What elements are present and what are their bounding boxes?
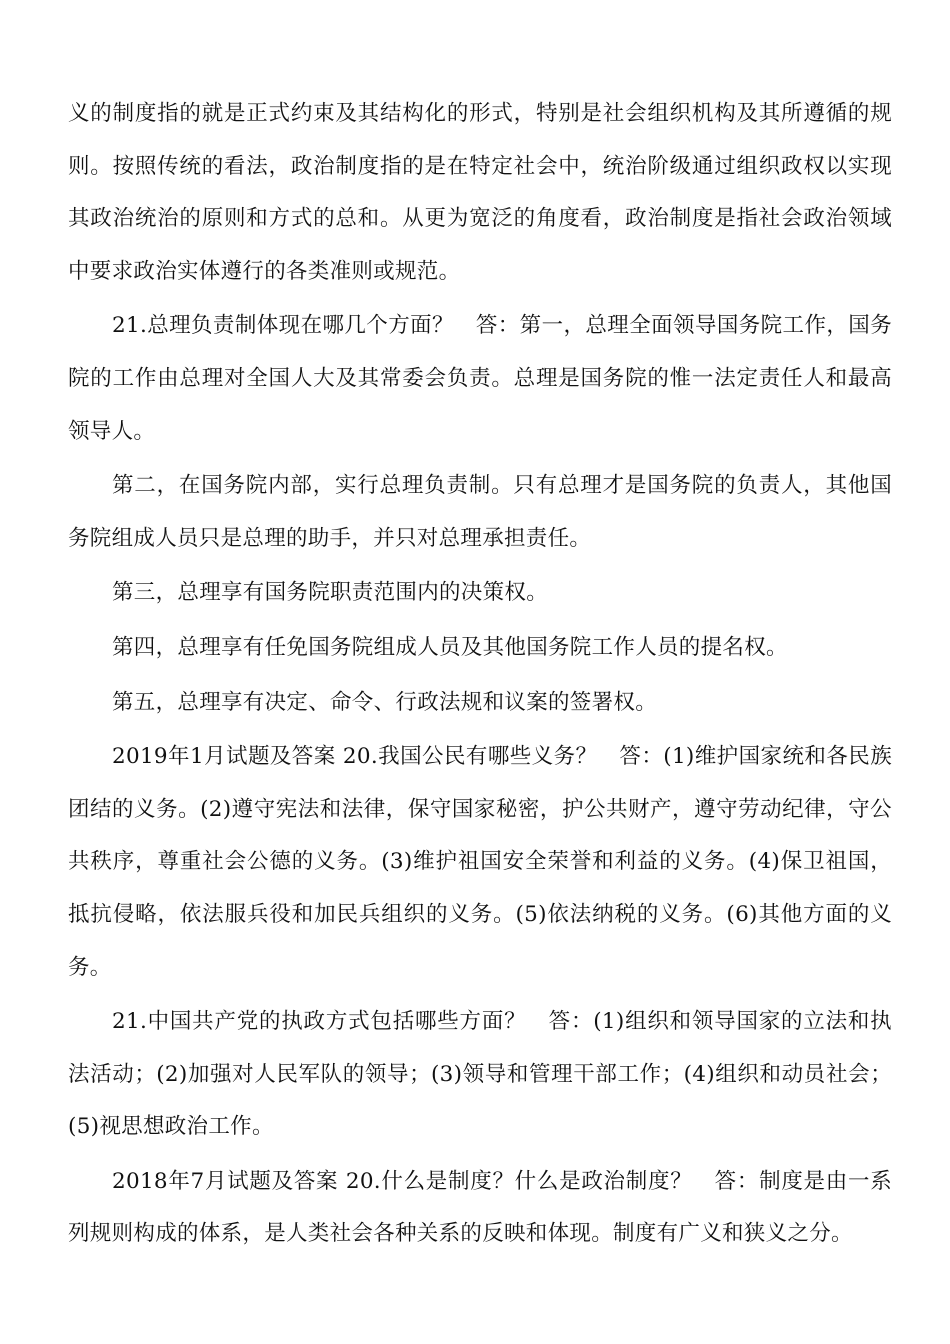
paragraph-continuation: 义的制度指的就是正式约束及其结构化的形式，特别是社会组织机构及其所遵循的规则。按照传统的看法，政治制度指的是在特定社会中，统治阶级通过组织政权以实现其政治统治的原则和方式的总和。从更为宽泛的角度看，政治制度是指社会政治领域中要求政治实体遵行的各类准则或规范。 [68, 101, 892, 284]
paragraph-q21-party-governance: 21.中国共产党的执政方式包括哪些方面？ 答：(1)组织和领导国家的立法和执法活动；(2)加强对人民军队的领导；(3)领导和管理干部工作；(4)组织和动员社会；(5)视思想政治工作。 [68, 1009, 892, 1140]
paragraph-third-point: 第三，总理享有国务院职责范围内的决策权。 [112, 580, 549, 606]
paragraph-second-point: 第二，在国务院内部，实行总理负责制。只有总理才是国务院的负责人，其他国务院组成人员只是总理的助手，并只对总理承担责任。 [68, 473, 892, 551]
paragraph-fourth-point: 第四，总理享有任免国务院组成人员及其他国务院工作人员的提名权。 [112, 634, 788, 660]
paragraph-2019-q20-citizen-duties: 2019年1月试题及答案 20.我国公民有哪些义务？ 答：(1)维护国家统和各民族团结的义务。(2)遵守宪法和法律，保守国家秘密，护公共财产，遵守劳动纪律，守公共秩序，尊重社会公德的义务。(3)维护祖国安全荣誉和利益的义务。(4)保卫祖国，抵抗侵略，依法服兵役和加民兵组织的义务。(5)依法纳税的义务。(6)其他方面的义务。 [68, 744, 892, 980]
paragraph-2018-q20-institution: 2018年7月试题及答案 20.什么是制度？什么是政治制度？ 答：制度是由一系列规则构成的体系，是人类社会各种关系的反映和体现。制度有广义和狭义之分。 [68, 1168, 892, 1247]
paragraph-fifth-point: 第五，总理享有决定、命令、行政法规和议案的签署权。 [112, 689, 658, 715]
paragraph-question-21-premier: 21.总理负责制体现在哪几个方面？ 答：第一，总理全面领导国务院工作，国务院的工作由总理对全国人大及其常委会负责。总理是国务院的惟一法定责任人和最高领导人。 [68, 313, 892, 444]
document-page [68, 88, 892, 1263]
